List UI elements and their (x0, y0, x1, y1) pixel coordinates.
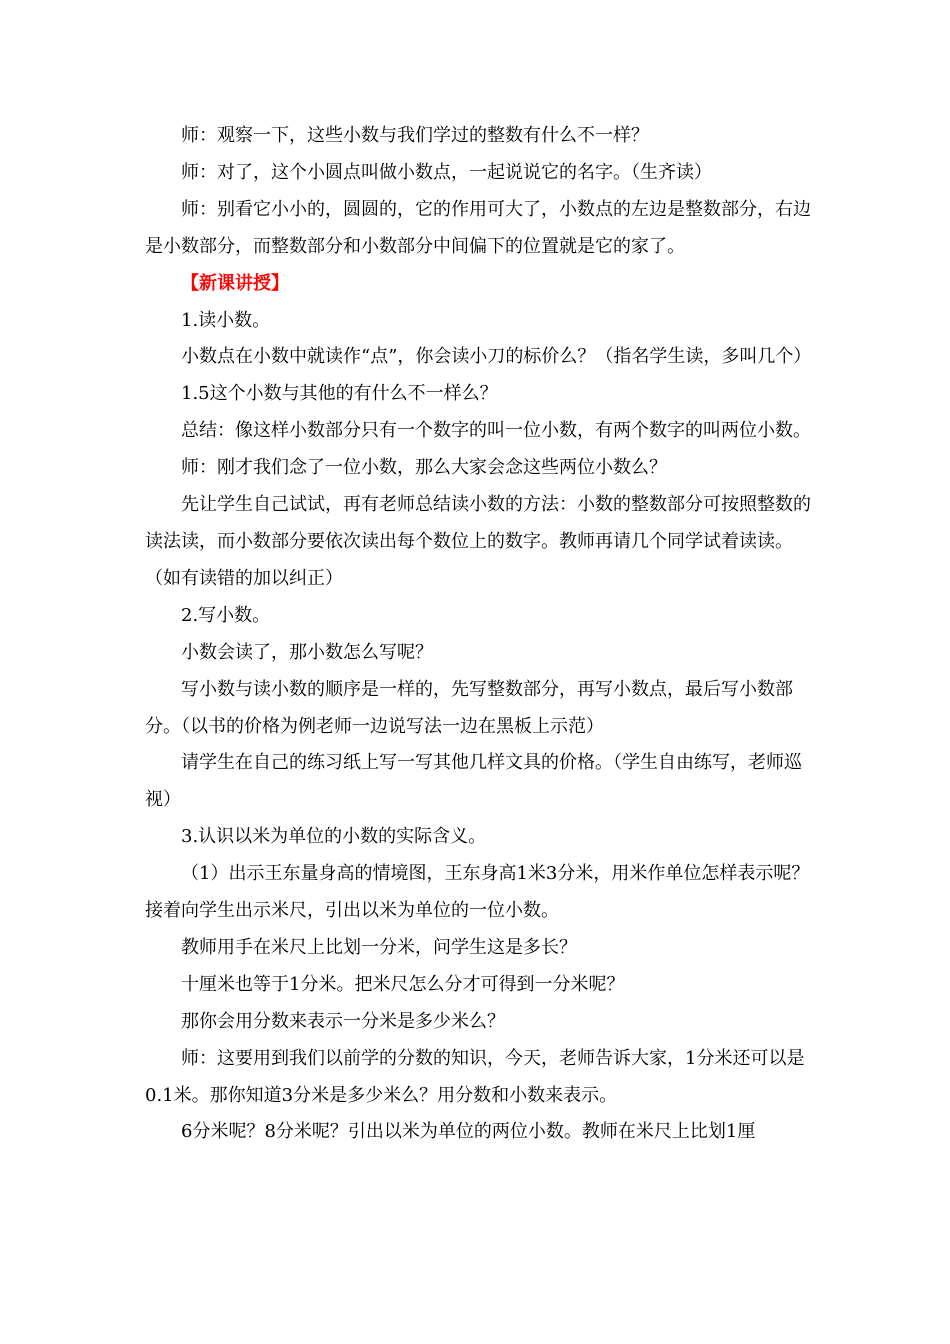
paragraph: 1.读小数。 (181, 309, 271, 331)
paragraph: 师：别看它小小的，圆圆的，它的作用可大了，小数点的左边是整数部分，右边是小数部分，而整数部分和小数部分中间偏下的位置就是它的家了。 (145, 198, 811, 257)
document-body (145, 118, 813, 1151)
paragraph: 教师用手在米尺上比划一分米，问学生这是多长？ (181, 936, 577, 958)
paragraph: 6分米呢？8分米呢？引出以米为单位的两位小数。教师在米尺上比划1厘 (181, 1121, 756, 1143)
paragraph: 那你会用分数来表示一分米是多少米么？ (181, 1010, 505, 1032)
paragraph: 请学生在自己的练习纸上写一写其他几样文具的价格。（学生自由练写，老师巡视） (145, 752, 802, 811)
paragraph: 1.5这个小数与其他的有什么不一样么？ (181, 383, 498, 405)
paragraph: 师：这要用到我们以前学的分数的知识，今天，老师告诉大家，1分米还可以是0.1米。那你知道3分米是多少米么？用分数和小数来表示。 (145, 1047, 805, 1106)
paragraph: 写小数与读小数的顺序是一样的，先写整数部分，再写小数点，最后写小数部分。（以书的价格为例老师一边说写法一边在黑板上示范） (145, 678, 793, 737)
paragraph: 师：刚才我们念了一位小数，那么大家会念这些两位小数么？ (181, 457, 667, 479)
section-heading: 【新课讲授】 (181, 272, 289, 294)
paragraph: 师：观察一下，这些小数与我们学过的整数有什么不一样？ (181, 125, 649, 146)
paragraph: 小数点在小数中就读作“点”，你会读小刀的标价么？（指名学生读，多叫几个） (181, 346, 812, 368)
paragraph: （1）出示王东量身高的情境图，王东身高1米3分米，用米作单位怎样表示呢？接着向学生出示米尺，引出以米为单位的一位小数。 (145, 863, 810, 922)
paragraph: 3.认识以米为单位的小数的实际含义。 (181, 826, 487, 848)
paragraph: 总结：像这样小数部分只有一个数字的叫一位小数，有两个数字的叫两位小数。 (181, 420, 811, 442)
paragraph: 2.写小数。 (181, 604, 271, 626)
paragraph: 十厘米也等于1分米。把米尺怎么分才可得到一分米呢？ (181, 973, 625, 995)
paragraph: 先让学生自己试试，再有老师总结读小数的方法：小数的整数部分可按照整数的读法读，而小数部分要依次读出每个数位上的数字。教师再请几个同学试着读读。（如有读错的加以纠正） (145, 494, 811, 589)
paragraph: 师：对了，这个小圆点叫做小数点，一起说说它的名字。（生齐读） (181, 161, 712, 183)
paragraph: 小数会读了，那小数怎么写呢？ (181, 641, 433, 663)
